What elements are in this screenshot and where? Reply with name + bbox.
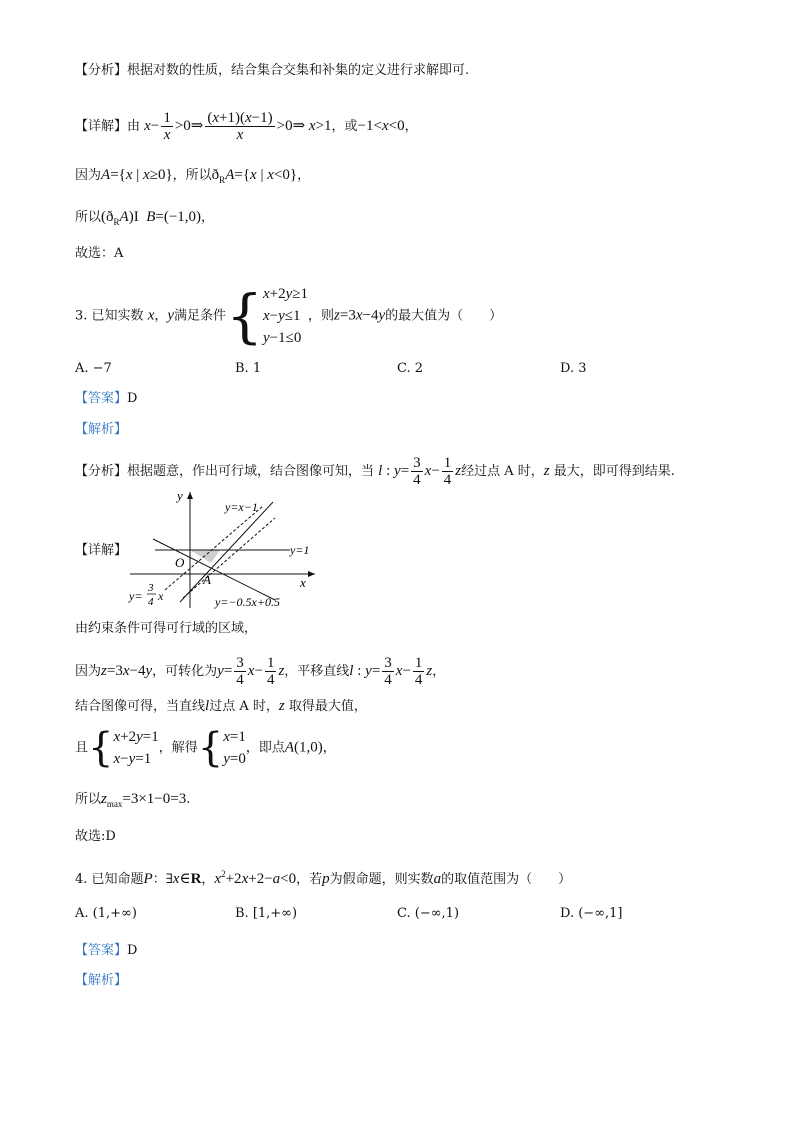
q3-analysis: 【分析】根据题意，作出可行域，结合图像可知，当 l : y= $\frac{3}{4}$ x− $\frac{1}{4}$ z经过点 A 时，z 最大，即可得到结果.	[75, 455, 675, 488]
frac-product: $\frac{(x+1)(x-1)}{x}$	[207, 110, 273, 143]
s4-c: ，即点	[245, 740, 285, 756]
q3-options	[75, 360, 725, 378]
q2-so: 所以$(ð_RA)I$ B=(−1,0)，	[75, 209, 215, 227]
s5-text: 所以	[75, 792, 102, 807]
s2-c: ，平移直线	[284, 664, 350, 679]
label-line4-den: 4	[148, 596, 154, 608]
analysis-text: 根据对数的性质，结合集合交集和补集的定义进行求解即可.	[127, 63, 470, 78]
q3-option-c: C. 2	[397, 361, 424, 376]
point-a-coord: A(1,0)	[284, 739, 323, 756]
feasible-region-figure	[125, 488, 325, 613]
q3-s4: 且{ x+2y=1 x−y=1 ，解得{ x=1 y=0 ，即点A(1,0)，	[75, 725, 336, 771]
q4-option-a: A. (1,+∞)	[75, 906, 137, 921]
q3-option-b: B. 1	[235, 361, 262, 376]
analysis-b: 经过点 A 时，	[461, 464, 544, 479]
q4-parse-tag: 【解析】	[75, 973, 128, 988]
objective: z=3x−4y	[334, 307, 386, 324]
q4-option-b: B. [1,+∞)	[235, 906, 298, 921]
answer-tag: 【答案】	[75, 943, 128, 958]
answer-tag: 【答案】	[75, 391, 128, 406]
q2-analysis	[75, 62, 469, 80]
q3-stem: 3. 已知实数 x，y满足条件{ x+2y≥1 x−y≤1 y−1≤0 ，则z=3x−4y的最大值为（ ）	[75, 282, 503, 350]
q3-stem-then: ，则	[308, 308, 335, 324]
frac-1-over-x: $\frac{1}{x}$	[163, 110, 171, 143]
x-axis-label: x	[300, 575, 306, 590]
q3-option-d: D. 3	[560, 361, 587, 376]
because-text: 因为	[75, 168, 102, 183]
q3-s3: 结合图像可得，当直线l过点 A 时，z 取得最大值，	[75, 698, 367, 714]
constraint-system: x+2y≥1 x−y≤1 y−1≤0	[262, 286, 309, 346]
analysis-c: 最大，即可得到结果.	[553, 464, 675, 479]
s3-a: 结合图像可得，当直线	[75, 699, 206, 714]
q4-stem-e: 的取值范围为（ ）	[441, 872, 572, 887]
q3-stem-prefix: 3. 已知实数	[75, 308, 144, 324]
analysis-tag: 【分析】	[75, 63, 128, 78]
dashed-line-l	[165, 506, 263, 590]
label-line2: y=1	[290, 543, 310, 557]
set-a: A={x | x≥0}	[101, 167, 173, 183]
y-axis-label: y	[177, 488, 183, 503]
q2-choose: 故选：A	[75, 246, 124, 261]
s4-a: 且	[75, 740, 89, 756]
answer-value: D	[127, 943, 138, 958]
q4-stem: 4. 已知命题P：∃x∈R，$x^2+2x+2-a<0$，若p为假命题，则实数a的取值范围为（ ）	[75, 869, 572, 887]
q4-answer	[75, 942, 137, 960]
label-line4-prefix: y=	[129, 589, 143, 603]
equation-system: x+2y=1 x−y=1	[113, 729, 159, 767]
label-line1: y=x−1	[225, 500, 258, 514]
q3-stem-mid: 满足条件	[174, 308, 227, 324]
q3-choose: 故选:D	[75, 829, 116, 844]
answer-value: D	[127, 391, 138, 406]
q4-options	[75, 905, 725, 923]
line-y-eq-neg-half-x	[153, 539, 275, 600]
solution-system: x=1 y=0	[223, 729, 246, 767]
s2-a: 因为	[75, 664, 102, 679]
q3-detail-tag: 【详解】	[75, 543, 128, 558]
q3-s5: 所以$z_{max}=3\times 1-0=3$.	[75, 791, 191, 809]
point-a-label: A	[203, 572, 211, 587]
intersection-result: $(ð_RA)I$ B=(−1,0)	[101, 209, 202, 227]
complement-a: $ð_RA=\{x$ | x<0}	[211, 167, 298, 185]
q4-stem-b: ：∃	[152, 872, 173, 887]
label-line3: y=−0.5x+0.5	[215, 595, 280, 609]
q3-parse-tag: 【解析】	[75, 422, 128, 437]
so2-text: 所以	[75, 210, 102, 225]
detail-prefix: 由	[127, 119, 141, 134]
label-line4-suffix: x	[158, 589, 164, 603]
z-max: $z_{max}=3\times 1-0=3$	[101, 791, 187, 809]
q4-option-c: C. (−∞,1)	[397, 906, 460, 921]
q3-stem-suffix: 的最大值为（ ）	[385, 308, 503, 324]
analysis-a: 根据题意，作出可行域，结合图像可知，当	[127, 464, 375, 479]
q2-because: 因为A={x | x≥0}，所以$ð_RA=\{x$ | x<0}，	[75, 167, 311, 185]
s3-b: 过点 A 时，	[209, 699, 279, 714]
q3-answer	[75, 390, 137, 408]
q2-detail: 【详解】由 x− $\frac{1}{x}$ >0⇒ $\frac{(x+1)(x-1)}{x}$ >0⇒ x>1，或−1<x<0，	[75, 110, 418, 143]
s4-b: ，解得	[158, 740, 198, 756]
s3-c: 取得最大值，	[288, 699, 367, 714]
line-l-equation: l : y=	[378, 463, 410, 479]
origin-label: O	[175, 555, 185, 570]
analysis-tag: 【分析】	[75, 464, 128, 479]
q4-stem-c: ，若	[296, 872, 323, 887]
q4-option-d: D. (−∞,1]	[560, 906, 623, 921]
label-line4-num: 3	[148, 582, 154, 594]
q4-stem-a: 4. 已知命题	[75, 872, 144, 887]
dashed-line-l-shift	[183, 518, 275, 598]
s2-b: ，可转化为	[152, 664, 218, 679]
detail-tag: 【详解】	[75, 119, 128, 134]
so-text: ，所以	[172, 168, 212, 183]
feasible-region	[190, 550, 220, 563]
q4-stem-d: 为假命题，则实数	[329, 872, 434, 887]
q3-option-a: A. −7	[75, 361, 112, 376]
q3-s1: 由约束条件可得可行域的区域，	[75, 621, 258, 636]
formula-ineq1: x	[144, 118, 151, 134]
q3-s2: 因为z=3x−4y，可转化为y= $\frac{3}{4}$ x− $\frac{1}{4}$ z，平移直线l : y= $\frac{3}{4}$ x− $\frac{1}{4}$ z，	[75, 655, 446, 688]
